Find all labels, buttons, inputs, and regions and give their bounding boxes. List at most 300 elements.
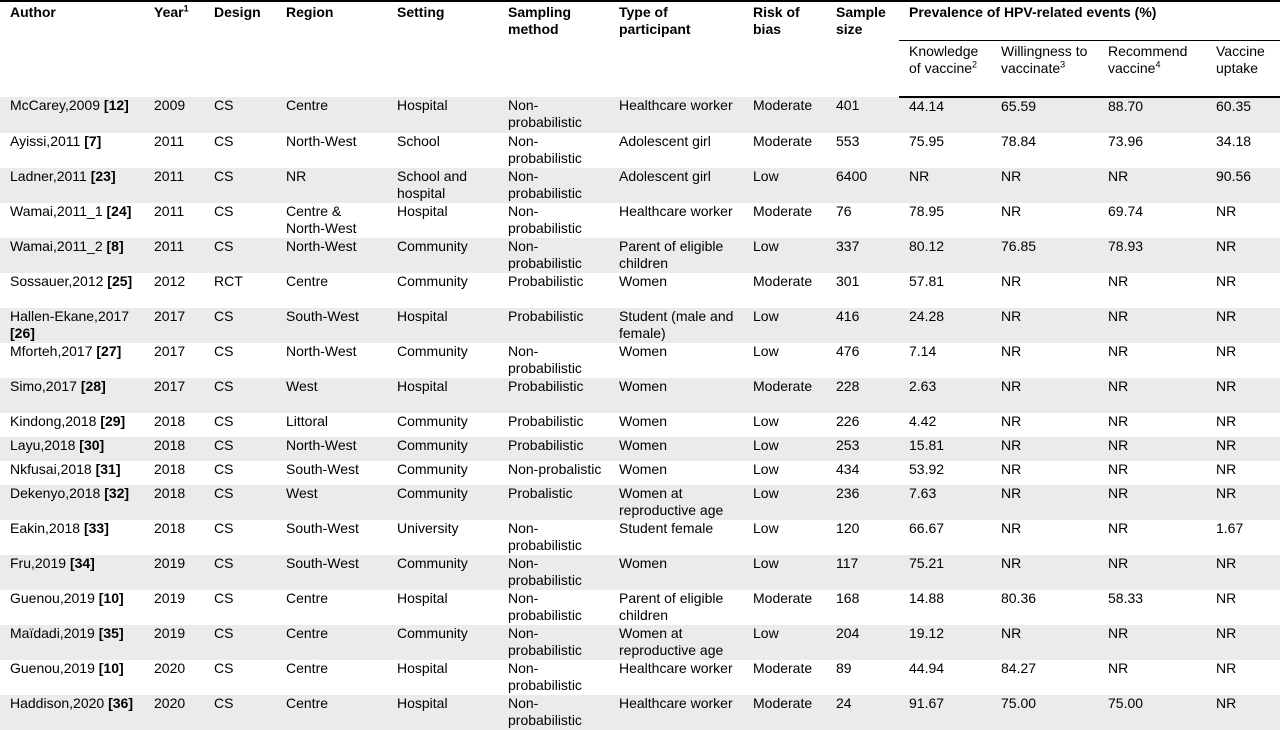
cell-region: West [276, 378, 387, 413]
cell-participant: Adolescent girl [609, 168, 743, 203]
cell-uptake: NR [1206, 203, 1280, 238]
header-design: Design [204, 1, 276, 97]
cell-sampling: Non-probabilistic [498, 555, 609, 590]
cell-willingness: NR [991, 203, 1098, 238]
cell-setting: Hospital [387, 660, 498, 695]
cell-design: CS [204, 520, 276, 555]
cell-year: 2011 [144, 238, 204, 273]
cell-author [0, 133, 144, 168]
author-name: Eakin,2018 [10, 520, 81, 536]
cell-uptake: NR [1206, 273, 1280, 308]
cell-participant: Healthcare worker [609, 695, 743, 730]
cell-n: 228 [826, 378, 899, 413]
cell-design: CS [204, 133, 276, 168]
cell-author [0, 203, 144, 238]
reference-link[interactable]: [27] [96, 343, 122, 359]
cell-willingness: NR [991, 378, 1098, 413]
cell-recommend: NR [1098, 378, 1206, 413]
header-sample-size: Sample size [826, 1, 899, 97]
reference-link[interactable]: [23] [90, 168, 116, 184]
cell-region: Centre [276, 273, 387, 308]
cell-author [0, 555, 144, 590]
cell-knowledge: 91.67 [899, 695, 991, 730]
cell-risk: Low [743, 625, 826, 660]
cell-sampling: Probabilistic [498, 437, 609, 461]
cell-participant: Women [609, 413, 743, 437]
cell-participant: Healthcare worker [609, 97, 743, 133]
header-row-main [0, 1, 1280, 41]
cell-design: CS [204, 238, 276, 273]
cell-risk: Low [743, 343, 826, 378]
header-risk-of-bias: Risk of bias [743, 1, 826, 97]
cell-sampling: Non-probabilistic [498, 695, 609, 730]
cell-region: Centre [276, 660, 387, 695]
cell-setting: Hospital [387, 695, 498, 730]
cell-design: CS [204, 625, 276, 660]
cell-uptake: NR [1206, 625, 1280, 660]
cell-knowledge: 14.88 [899, 590, 991, 625]
cell-n: 120 [826, 520, 899, 555]
cell-year: 2020 [144, 695, 204, 730]
cell-willingness: 76.85 [991, 238, 1098, 273]
cell-willingness: NR [991, 485, 1098, 520]
reference-link[interactable]: [30] [79, 437, 105, 453]
cell-setting: University [387, 520, 498, 555]
cell-region: Centre [276, 97, 387, 133]
cell-knowledge: 75.21 [899, 555, 991, 590]
cell-region: North-West [276, 133, 387, 168]
cell-author [0, 273, 144, 308]
cell-n: 204 [826, 625, 899, 660]
cell-n: 76 [826, 203, 899, 238]
cell-author [0, 238, 144, 273]
cell-knowledge: 7.14 [899, 343, 991, 378]
cell-year: 2017 [144, 308, 204, 343]
author-name: Haddison,2020 [10, 695, 105, 711]
cell-sampling: Non-probabilistic [498, 97, 609, 133]
cell-knowledge: 44.94 [899, 660, 991, 695]
cell-recommend: NR [1098, 555, 1206, 590]
author-name: Ladner,2011 [10, 168, 87, 184]
cell-uptake: 90.56 [1206, 168, 1280, 203]
cell-author [0, 625, 144, 660]
cell-uptake: 34.18 [1206, 133, 1280, 168]
cell-participant: Parent of eligible children [609, 590, 743, 625]
author-name: Dekenyo,2018 [10, 485, 101, 501]
cell-year: 2011 [144, 203, 204, 238]
table-row [0, 520, 1280, 555]
cell-setting: Hospital [387, 308, 498, 343]
cell-risk: Low [743, 437, 826, 461]
cell-design: CS [204, 695, 276, 730]
cell-knowledge: 15.81 [899, 437, 991, 461]
cell-recommend: NR [1098, 485, 1206, 520]
cell-author [0, 590, 144, 625]
cell-sampling: Non-probabilistic [498, 238, 609, 273]
cell-participant: Women at reproductive age [609, 625, 743, 660]
cell-willingness: 84.27 [991, 660, 1098, 695]
header-author: Author [0, 1, 144, 97]
cell-author [0, 461, 144, 485]
cell-willingness: NR [991, 555, 1098, 590]
header-knowledge: Knowledge of vaccine$^2$ [899, 41, 991, 98]
cell-design: CS [204, 378, 276, 413]
cell-design: CS [204, 660, 276, 695]
cell-sampling: Non-probabilistic [498, 133, 609, 168]
cell-region: Centre [276, 625, 387, 660]
cell-uptake: NR [1206, 461, 1280, 485]
cell-uptake: 60.35 [1206, 97, 1280, 133]
cell-risk: Moderate [743, 378, 826, 413]
author-name: Guenou,2019 [10, 590, 95, 606]
cell-year: 2019 [144, 555, 204, 590]
header-participant: Type of participant [609, 1, 743, 97]
cell-setting: Hospital [387, 378, 498, 413]
cell-uptake: 1.67 [1206, 520, 1280, 555]
cell-participant: Women [609, 343, 743, 378]
cell-recommend: 88.70 [1098, 97, 1206, 133]
cell-region: South-West [276, 520, 387, 555]
reference-link[interactable]: [29] [100, 413, 126, 429]
reference-link[interactable]: [10] [98, 590, 124, 606]
header-uptake: Vaccine uptake [1206, 41, 1280, 98]
cell-sampling: Non-probabilistic [498, 520, 609, 555]
cell-risk: Low [743, 520, 826, 555]
cell-risk: Moderate [743, 590, 826, 625]
cell-design: CS [204, 343, 276, 378]
cell-setting: School and hospital [387, 168, 498, 203]
cell-n: 253 [826, 437, 899, 461]
cell-sampling: Non-probabilistic [498, 590, 609, 625]
table-row [0, 437, 1280, 461]
cell-region: Littoral [276, 413, 387, 437]
cell-recommend: 73.96 [1098, 133, 1206, 168]
cell-sampling: Probabilistic [498, 273, 609, 308]
cell-design: CS [204, 203, 276, 238]
cell-willingness: 75.00 [991, 695, 1098, 730]
author-name: Ayissi,2011 [10, 133, 81, 149]
cell-recommend: 69.74 [1098, 203, 1206, 238]
reference-link[interactable]: [35] [98, 625, 124, 641]
author-name: Wamai,2011_2 [10, 238, 103, 254]
cell-author [0, 413, 144, 437]
cell-willingness: 80.36 [991, 590, 1098, 625]
cell-participant: Student (male and female) [609, 308, 743, 343]
author-name: Maïdadi,2019 [10, 625, 95, 641]
cell-participant: Student female [609, 520, 743, 555]
cell-region: North-West [276, 343, 387, 378]
cell-participant: Women [609, 461, 743, 485]
cell-uptake: NR [1206, 238, 1280, 273]
cell-year: 2019 [144, 590, 204, 625]
cell-region: South-West [276, 461, 387, 485]
cell-uptake: NR [1206, 555, 1280, 590]
author-name: McCarey,2009 [10, 97, 101, 113]
cell-knowledge: 7.63 [899, 485, 991, 520]
cell-year: 2020 [144, 660, 204, 695]
table-row [0, 695, 1280, 730]
table-row [0, 660, 1280, 695]
reference-link[interactable]: [28] [80, 378, 106, 394]
cell-risk: Moderate [743, 97, 826, 133]
cell-design: CS [204, 485, 276, 520]
cell-willingness: NR [991, 520, 1098, 555]
cell-n: 416 [826, 308, 899, 343]
header-willingness: Willingness to vaccinate$^3$ [991, 41, 1098, 98]
table-row [0, 238, 1280, 273]
table-row [0, 308, 1280, 343]
cell-willingness: NR [991, 308, 1098, 343]
cell-author [0, 308, 144, 343]
cell-recommend: NR [1098, 413, 1206, 437]
cell-uptake: NR [1206, 437, 1280, 461]
cell-participant: Women [609, 273, 743, 308]
cell-risk: Low [743, 238, 826, 273]
cell-recommend: NR [1098, 308, 1206, 343]
cell-risk: Moderate [743, 273, 826, 308]
cell-willingness: NR [991, 273, 1098, 308]
cell-year: 2018 [144, 485, 204, 520]
cell-region: South-West [276, 555, 387, 590]
cell-knowledge: 57.81 [899, 273, 991, 308]
reference-link[interactable]: [12] [103, 97, 129, 113]
cell-knowledge: 53.92 [899, 461, 991, 485]
cell-risk: Moderate [743, 203, 826, 238]
cell-sampling: Probabilistic [498, 378, 609, 413]
author-name: Sossauer,2012 [10, 273, 104, 289]
cell-sampling: Non-probabilistic [498, 625, 609, 660]
cell-author [0, 437, 144, 461]
header-recommend: Recommend vaccine$^4$ [1098, 41, 1206, 98]
author-name: Kindong,2018 [10, 413, 97, 429]
cell-recommend: NR [1098, 461, 1206, 485]
cell-knowledge: 2.63 [899, 378, 991, 413]
cell-setting: Hospital [387, 590, 498, 625]
cell-year: 2018 [144, 437, 204, 461]
cell-uptake: NR [1206, 413, 1280, 437]
cell-uptake: NR [1206, 343, 1280, 378]
cell-willingness: NR [991, 625, 1098, 660]
cell-n: 6400 [826, 168, 899, 203]
cell-n: 337 [826, 238, 899, 273]
cell-n: 226 [826, 413, 899, 437]
cell-setting: Hospital [387, 203, 498, 238]
cell-uptake: NR [1206, 590, 1280, 625]
author-name: Nkfusai,2018 [10, 461, 92, 477]
cell-recommend: NR [1098, 437, 1206, 461]
table-row [0, 555, 1280, 590]
cell-recommend: 75.00 [1098, 695, 1206, 730]
cell-year: 2017 [144, 343, 204, 378]
cell-setting: Community [387, 413, 498, 437]
cell-n: 168 [826, 590, 899, 625]
cell-author [0, 378, 144, 413]
table-row [0, 97, 1280, 133]
cell-year: 2012 [144, 273, 204, 308]
author-name: Simo,2017 [10, 378, 77, 394]
author-name: Layu,2018 [10, 437, 76, 453]
reference-link[interactable]: [10] [98, 660, 124, 676]
table-row [0, 590, 1280, 625]
table-row [0, 485, 1280, 520]
cell-author [0, 695, 144, 730]
cell-recommend: NR [1098, 625, 1206, 660]
cell-design: CS [204, 461, 276, 485]
cell-n: 236 [826, 485, 899, 520]
cell-knowledge: 44.14 [899, 97, 991, 133]
cell-n: 89 [826, 660, 899, 695]
cell-author [0, 97, 144, 133]
table-row [0, 461, 1280, 485]
cell-setting: Community [387, 485, 498, 520]
cell-year: 2011 [144, 133, 204, 168]
cell-knowledge: 24.28 [899, 308, 991, 343]
cell-region: NR [276, 168, 387, 203]
cell-participant: Women [609, 378, 743, 413]
reference-link[interactable]: [7] [84, 133, 102, 149]
author-name: Fru,2019 [10, 555, 67, 571]
cell-willingness: 65.59 [991, 97, 1098, 133]
table-body [0, 97, 1280, 730]
cell-knowledge: 75.95 [899, 133, 991, 168]
cell-n: 301 [826, 273, 899, 308]
cell-region: North-West [276, 437, 387, 461]
cell-knowledge: NR [899, 168, 991, 203]
table-row [0, 203, 1280, 238]
cell-sampling: Non-probabilistic [498, 168, 609, 203]
cell-n: 553 [826, 133, 899, 168]
reference-link[interactable]: [33] [83, 520, 109, 536]
cell-risk: Low [743, 413, 826, 437]
cell-region: South-West [276, 308, 387, 343]
cell-uptake: NR [1206, 695, 1280, 730]
cell-willingness: NR [991, 413, 1098, 437]
cell-design: CS [204, 97, 276, 133]
cell-setting: Community [387, 343, 498, 378]
reference-link[interactable]: [32] [104, 485, 130, 501]
cell-uptake: NR [1206, 660, 1280, 695]
cell-knowledge: 19.12 [899, 625, 991, 660]
reference-link[interactable]: [25] [107, 273, 133, 289]
header-year: Year$^1$ [144, 1, 204, 97]
header-prevalence: Prevalence of HPV-related events (%) [899, 1, 1280, 41]
cell-recommend: NR [1098, 273, 1206, 308]
cell-n: 434 [826, 461, 899, 485]
cell-knowledge: 4.42 [899, 413, 991, 437]
cell-participant: Women [609, 555, 743, 590]
cell-setting: Community [387, 625, 498, 660]
cell-year: 2019 [144, 625, 204, 660]
cell-recommend: NR [1098, 520, 1206, 555]
cell-region: Centre [276, 695, 387, 730]
cell-n: 401 [826, 97, 899, 133]
cell-recommend: NR [1098, 660, 1206, 695]
cell-uptake: NR [1206, 378, 1280, 413]
cell-sampling: Non-probabilistic [498, 660, 609, 695]
cell-participant: Parent of eligible children [609, 238, 743, 273]
cell-year: 2011 [144, 168, 204, 203]
cell-participant: Healthcare worker [609, 660, 743, 695]
cell-sampling: Probabilistic [498, 308, 609, 343]
cell-design: CS [204, 168, 276, 203]
reference-link[interactable]: [26] [10, 325, 35, 341]
reference-link[interactable]: [31] [95, 461, 121, 477]
cell-setting: School [387, 133, 498, 168]
reference-link[interactable]: [24] [106, 203, 132, 219]
cell-sampling: Non-probabilistic [498, 343, 609, 378]
cell-setting: Community [387, 555, 498, 590]
table-row [0, 625, 1280, 660]
table-row [0, 343, 1280, 378]
cell-author [0, 520, 144, 555]
cell-year: 2009 [144, 97, 204, 133]
header-region: Region [276, 1, 387, 97]
cell-sampling: Probalistic [498, 485, 609, 520]
cell-design: RCT [204, 273, 276, 308]
cell-recommend: 58.33 [1098, 590, 1206, 625]
cell-risk: Low [743, 461, 826, 485]
cell-setting: Community [387, 273, 498, 308]
cell-author [0, 485, 144, 520]
cell-recommend: NR [1098, 168, 1206, 203]
cell-author [0, 168, 144, 203]
cell-n: 117 [826, 555, 899, 590]
cell-knowledge: 66.67 [899, 520, 991, 555]
cell-region: West [276, 485, 387, 520]
author-name: Mforteh,2017 [10, 343, 93, 359]
cell-sampling: Non-probabilistic [498, 203, 609, 238]
cell-region: Centre [276, 590, 387, 625]
cell-sampling: Probabilistic [498, 413, 609, 437]
cell-participant: Adolescent girl [609, 133, 743, 168]
cell-willingness: NR [991, 343, 1098, 378]
table-row [0, 378, 1280, 413]
cell-sampling: Non-probalistic [498, 461, 609, 485]
cell-region: North-West [276, 238, 387, 273]
cell-willingness: 78.84 [991, 133, 1098, 168]
cell-willingness: NR [991, 437, 1098, 461]
reference-link[interactable]: [36] [108, 695, 133, 711]
table-row [0, 273, 1280, 308]
cell-uptake: NR [1206, 485, 1280, 520]
cell-risk: Moderate [743, 660, 826, 695]
cell-author [0, 343, 144, 378]
header-sampling-method: Sampling method [498, 1, 609, 97]
cell-n: 24 [826, 695, 899, 730]
cell-recommend: 78.93 [1098, 238, 1206, 273]
cell-knowledge: 78.95 [899, 203, 991, 238]
cell-risk: Low [743, 485, 826, 520]
cell-design: CS [204, 555, 276, 590]
cell-setting: Community [387, 238, 498, 273]
cell-design: CS [204, 590, 276, 625]
cell-year: 2018 [144, 520, 204, 555]
cell-n: 476 [826, 343, 899, 378]
cell-risk: Low [743, 308, 826, 343]
cell-risk: Moderate [743, 133, 826, 168]
cell-year: 2017 [144, 378, 204, 413]
cell-willingness: NR [991, 461, 1098, 485]
table-row [0, 413, 1280, 437]
cell-design: CS [204, 308, 276, 343]
cell-willingness: NR [991, 168, 1098, 203]
reference-link[interactable]: [34] [69, 555, 95, 571]
reference-link[interactable]: [8] [106, 238, 124, 254]
author-name: Guenou,2019 [10, 660, 95, 676]
cell-knowledge: 80.12 [899, 238, 991, 273]
cell-participant: Healthcare worker [609, 203, 743, 238]
cell-design: CS [204, 413, 276, 437]
